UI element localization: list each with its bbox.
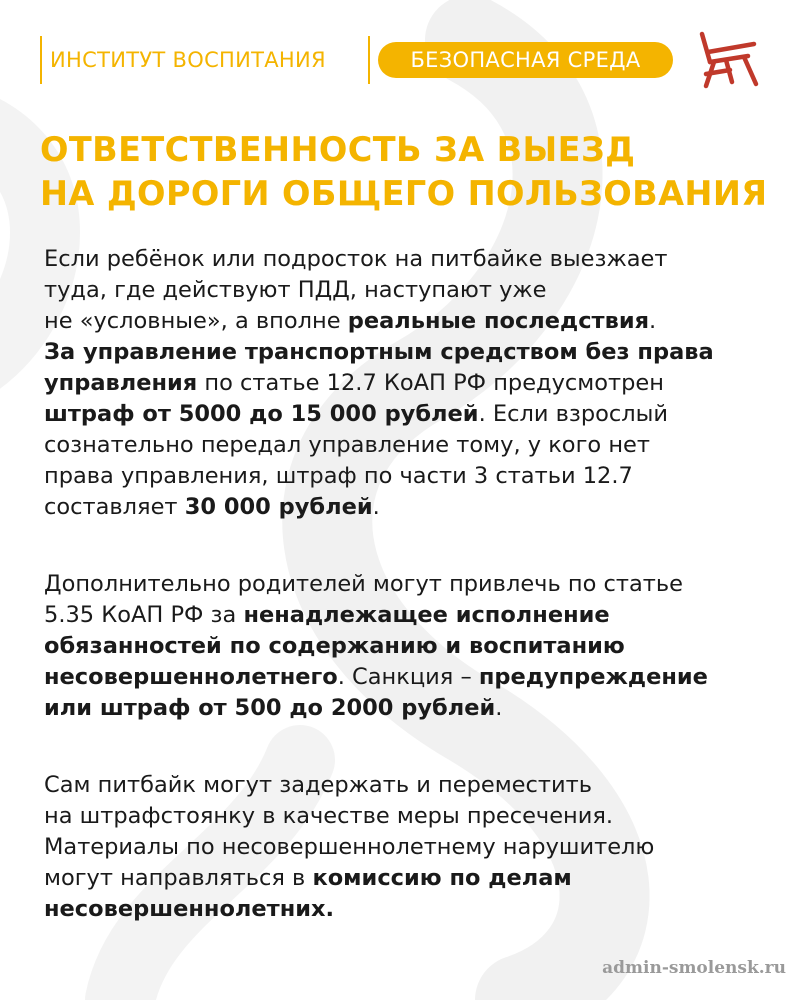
text-segment: могут направляться в — [44, 865, 313, 891]
text-line — [44, 337, 774, 368]
bold-text: обязанностей по содержанию и воспитанию — [44, 633, 625, 659]
text-segment: на штрафстоянку в качестве меры пресечения. — [44, 803, 614, 829]
text-segment: Сам питбайк могут задержать и переместить — [44, 772, 592, 798]
text-line — [44, 244, 774, 275]
text-segment: по статье 12.7 КоАП РФ предусмотрен — [197, 370, 664, 396]
text-segment: не «условные», а вполне — [44, 308, 348, 334]
text-line — [44, 693, 774, 724]
text-segment: . Санкция – — [337, 664, 479, 690]
text-segment: . Если взрослый — [478, 401, 669, 427]
text-segment: туда, где действуют ПДД, наступают уже — [44, 277, 547, 303]
watermark: admin-smolensk.ru — [602, 958, 786, 978]
paragraph — [44, 569, 774, 724]
tag-badge: БЕЗОПАСНАЯ СРЕДА — [378, 42, 673, 78]
text-segment: Если ребёнок или подросток на питбайке выезжает — [44, 246, 668, 272]
text-segment: Материалы по несовершеннолетнему нарушителю — [44, 834, 655, 860]
bold-text: реальные последствия — [347, 308, 650, 334]
text-line — [44, 569, 774, 600]
text-line — [44, 600, 774, 631]
text-line — [44, 832, 774, 863]
text-line — [44, 894, 774, 925]
bold-text: управления — [44, 370, 198, 396]
text-line — [44, 430, 774, 461]
text-line — [44, 275, 774, 306]
bold-text: ненадлежащее исполнение — [243, 602, 610, 628]
text-segment: сознательно передал управление тому, у кого нет — [44, 432, 650, 458]
org-name: ИНСТИТУТ ВОСПИТАНИЯ — [50, 48, 326, 72]
page-title — [40, 128, 768, 216]
paragraph — [44, 244, 774, 523]
text-segment: . — [372, 494, 380, 520]
bold-text: комиссию по делам — [312, 865, 572, 891]
text-segment: . — [649, 308, 657, 334]
paragraph — [44, 770, 774, 925]
title-line: НА ДОРОГИ ОБЩЕГО ПОЛЬЗОВАНИЯ — [40, 174, 768, 213]
bold-text: 30 000 рублей — [184, 494, 373, 520]
text-segment: Дополнительно родителей могут привлечь по статье — [44, 571, 683, 597]
text-line — [44, 801, 774, 832]
title-line: ОТВЕТСТВЕННОСТЬ ЗА ВЫЕЗД — [40, 130, 636, 169]
text-segment: права управления, штраф по части 3 статьи 12.7 — [44, 463, 633, 489]
divider — [368, 36, 370, 84]
text-line — [44, 631, 774, 662]
bold-text: предупреждение — [478, 664, 708, 690]
text-segment: составляет — [44, 494, 185, 520]
bold-text: За управление транспортным средством без права — [44, 339, 714, 365]
bold-text: штраф от 5000 до 15 000 рублей — [44, 401, 479, 427]
divider — [40, 36, 42, 84]
text-line — [44, 461, 774, 492]
text-line — [44, 863, 774, 894]
text-line — [44, 770, 774, 801]
text-line — [44, 368, 774, 399]
text-line — [44, 306, 774, 337]
text-line — [44, 662, 774, 693]
bold-text: несовершеннолетних. — [44, 896, 335, 922]
bold-text: несовершеннолетнего — [44, 664, 338, 690]
text-segment: . — [495, 695, 503, 721]
bold-text: или штраф от 500 до 2000 рублей — [44, 695, 496, 721]
chair-logo-icon — [696, 30, 762, 90]
text-segment: 5.35 КоАП РФ за — [44, 602, 244, 628]
text-line — [44, 492, 774, 523]
body-text — [44, 244, 774, 925]
text-line — [44, 399, 774, 430]
header — [40, 36, 760, 84]
